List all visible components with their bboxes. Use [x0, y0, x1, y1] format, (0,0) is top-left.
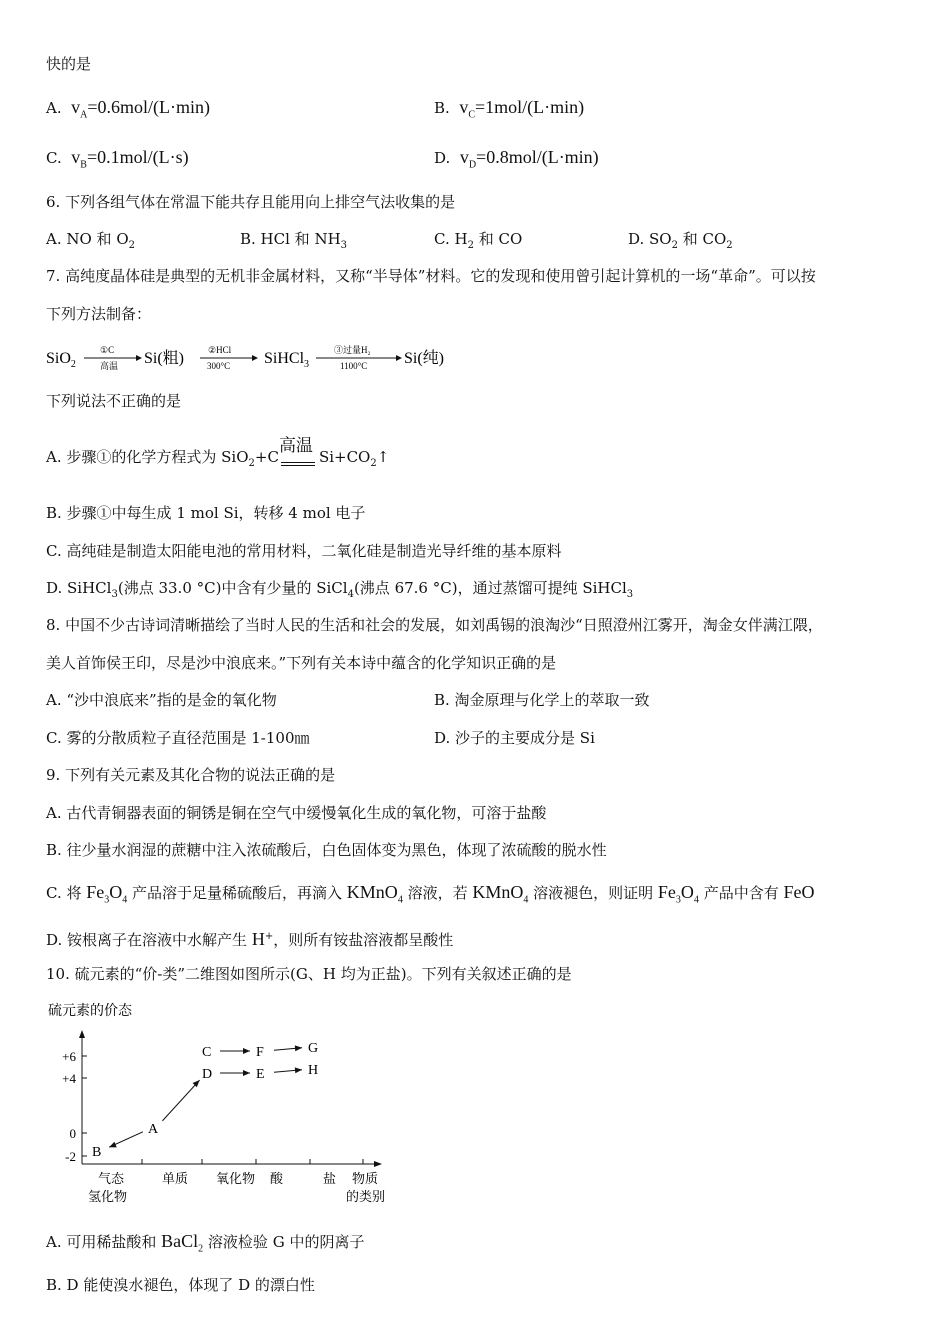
- y-tick-label: -2: [65, 1149, 76, 1164]
- arrowhead-E-H: [295, 1067, 302, 1073]
- q6-option-a[interactable]: A. NO 和 $O_2$: [46, 230, 135, 251]
- q6-option-c[interactable]: C. $H_2$ 和 CO: [434, 230, 523, 251]
- point-B: B: [92, 1145, 102, 1160]
- q9-stem: 9. 下列有关元素及其化合物的说法正确的是: [46, 766, 336, 784]
- flow-sihcl3: SiHCl$_3$: [264, 350, 310, 370]
- point-H: H: [308, 1063, 319, 1078]
- arrowhead-A-B: [109, 1142, 117, 1148]
- flow-si-crude: Si(粗): [144, 350, 185, 367]
- q10-option-a[interactable]: A. 可用稀盐酸和 BaCl$_2$ 溶液检验 G 中的阴离子: [46, 1231, 365, 1255]
- flow-arrow2-top: ②HCl: [208, 345, 232, 355]
- q5-option-b[interactable]: B. $v_C=1mol/(L\cdot\min)$: [434, 97, 585, 121]
- chart-y-title: 硫元素的价态: [48, 1004, 132, 1019]
- point-D: D: [202, 1067, 213, 1082]
- q8-stem-line1: 8. 中国不少古诗词清晰描绘了当时人民的生活和社会的发展，如刘禹锡的浪淘沙“日照澄州江雾开，淘金女伴满江隈，: [46, 616, 823, 634]
- point-F: F: [256, 1045, 264, 1060]
- flow-arrowhead-2: [252, 355, 258, 361]
- x-axis-arrowhead: [374, 1161, 382, 1167]
- q8-option-d[interactable]: D. 沙子的主要成分是 Si: [434, 729, 595, 747]
- chart-x-title-line2: 的类别: [346, 1189, 386, 1204]
- q6-stem: 6. 下列各组气体在常温下能共存且能用向上排空气法收集的是: [46, 193, 456, 211]
- q8-option-b[interactable]: B. 淘金原理与化学上的萃取一致: [434, 691, 650, 709]
- q7-option-a[interactable]: A. 步骤①的化学方程式为 SiO$_2$+C 高温 $Si+CO_2↑$: [46, 447, 389, 474]
- x-tick-label: 氧化物: [216, 1171, 256, 1186]
- y-tick-label: +4: [62, 1071, 76, 1086]
- q5-option-a[interactable]: A. $v_A=0.6mol/(L\cdot\min)$: [46, 97, 211, 121]
- arrow-A-D: [162, 1080, 199, 1121]
- arrowhead-C-F: [243, 1048, 250, 1054]
- q5-stem-tail: 快的是: [46, 55, 92, 73]
- q10-option-b[interactable]: B. D 能使溴水褪色，体现了 D 的漂白性: [46, 1276, 315, 1294]
- q7-option-d[interactable]: D. SiHCl$_3$(沸点 33.0 °C)中含有少量的 SiCl$_4$(沸点 67.6 °C)，通过蒸馏可提纯 SiHCl$_3$: [46, 579, 634, 600]
- q7-stem-line2: 下列方法制备：: [46, 305, 152, 323]
- x-tick-label: 单质: [162, 1171, 189, 1186]
- flow-arrow3-bottom: 1100°C: [340, 361, 368, 371]
- q8-stem-line2: 美人首饰侯王印，尽是沙中浪底来。”下列有关本诗中蕴含的化学知识正确的是: [46, 654, 557, 672]
- arrowhead-F-G: [295, 1045, 302, 1051]
- flow-arrow2-bottom: 300°C: [207, 361, 231, 371]
- x-tick-label: 气态: [98, 1171, 125, 1186]
- flow-sio2: SiO$_2$: [46, 350, 76, 370]
- q7-flow-diagram: [44, 340, 464, 376]
- flow-arrow1-bottom: 高温: [100, 361, 119, 371]
- x-tick-label: 盐: [323, 1171, 337, 1186]
- arrowhead-D-E: [243, 1070, 250, 1076]
- q9-option-a[interactable]: A. 古代青铜器表面的铜锈是铜在空气中缓慢氧化生成的氧化物，可溶于盐酸: [46, 804, 547, 822]
- q10-stem: 10. 硫元素的“价-类”二维图如图所示(G、H 均为正盐)。下列有关叙述正确的是: [46, 965, 572, 983]
- sulfur-valence-chart: [40, 996, 400, 1212]
- point-C: C: [202, 1045, 212, 1060]
- flow-arrow1-top: ①C: [100, 345, 115, 355]
- point-A: A: [148, 1122, 159, 1137]
- flow-si-pure: Si(纯): [404, 350, 445, 367]
- x-tick-label: 酸: [270, 1171, 284, 1186]
- q8-option-a[interactable]: A. “沙中浪底来”指的是金的氧化物: [46, 691, 277, 709]
- q6-option-d[interactable]: D. $SO_2$ 和 $CO_2$: [628, 230, 733, 251]
- x-tick-label-line2: 氢化物: [88, 1189, 128, 1204]
- y-tick-label: +6: [62, 1049, 76, 1064]
- point-E: E: [256, 1067, 265, 1082]
- chart-x-title-line1: 物质: [352, 1171, 379, 1186]
- q9-option-c[interactable]: C. 将 $Fe_3O_4$ 产品溶于足量稀硫酸后，再滴入 KMnO$_4$ 溶液，若 KMnO$_4$ 溶液褪色，则证明 $Fe_3O_4$ 产品中含有 FeO: [46, 882, 815, 906]
- equals-bar: [281, 462, 315, 466]
- point-G: G: [308, 1041, 319, 1056]
- q5-option-c[interactable]: C. $v_B=0.1mol/(L\cdot s)$: [46, 147, 189, 171]
- flow-arrowhead-3: [396, 355, 402, 361]
- q5-option-d[interactable]: D. $v_D=0.8mol/(L\cdot\min)$: [434, 147, 599, 171]
- equation-condition: 高温: [279, 454, 319, 474]
- q7-stem-line1: 7. 高纯度晶体硅是典型的无机非金属材料，又称“半导体”材料。它的发现和使用曾引起计算机的一场“革命”。可以按: [46, 267, 816, 285]
- flow-arrowhead-1: [136, 355, 142, 361]
- y-axis-arrowhead: [79, 1030, 85, 1038]
- y-tick-label: 0: [69, 1126, 76, 1141]
- q7-option-b[interactable]: B. 步骤①中每生成 1 mol Si，转移 4 mol 电子: [46, 504, 366, 522]
- q8-option-c[interactable]: C. 雾的分散质粒子直径范围是 1-100㎚: [46, 729, 310, 747]
- q9-option-b[interactable]: B. 往少量水润湿的蔗糖中注入浓硫酸后，白色固体变为黑色，体现了浓硫酸的脱水性: [46, 841, 607, 859]
- q7-option-c[interactable]: C. 高纯硅是制造太阳能电池的常用材料，二氧化硅是制造光导纤维的基本原料: [46, 542, 562, 560]
- flow-arrow3-top: ③过量H₂: [334, 345, 371, 355]
- q7-stem-line3: 下列说法不正确的是: [46, 392, 182, 410]
- q9-option-d[interactable]: D. 铵根离子在溶液中水解产生 H+，则所有铵盐溶液都呈酸性: [46, 929, 454, 949]
- q6-option-b[interactable]: B. HCl 和 $NH_3$: [240, 230, 348, 251]
